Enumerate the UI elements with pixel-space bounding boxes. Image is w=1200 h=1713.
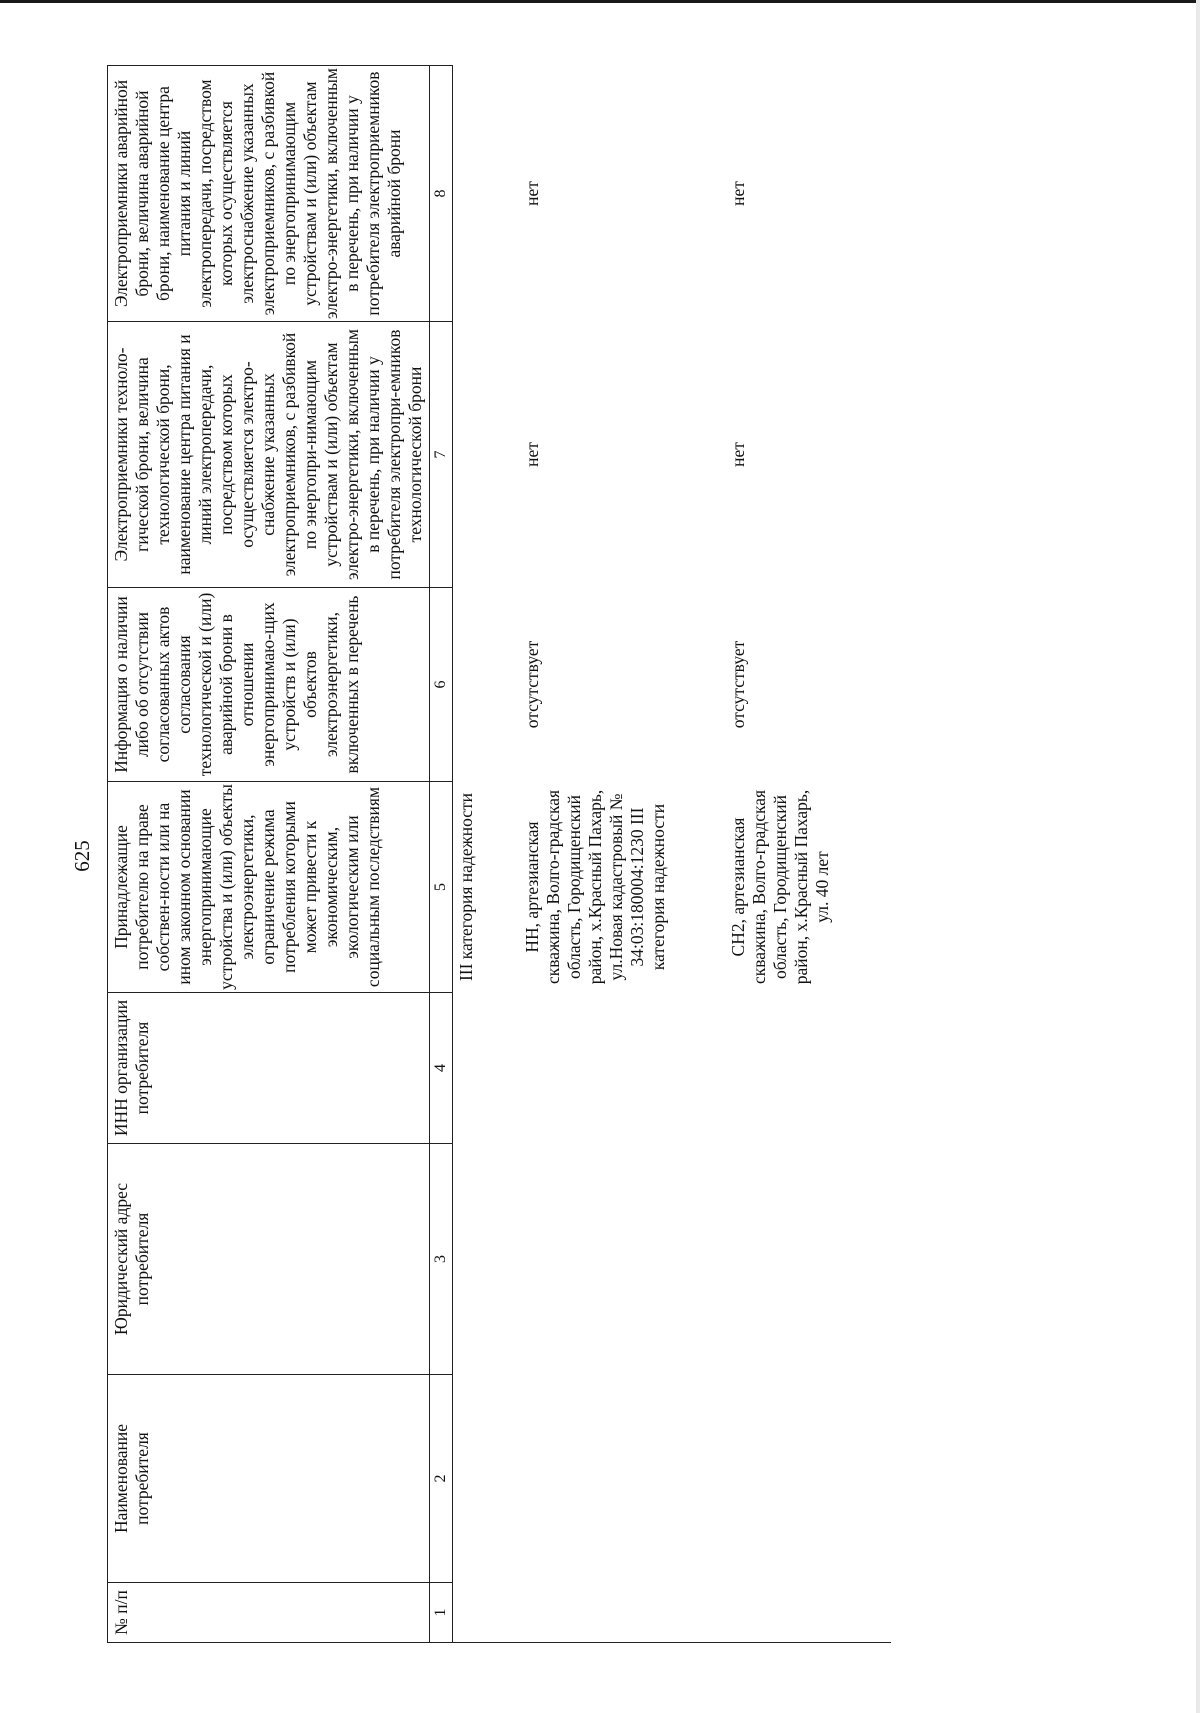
table-cell-emergency-reservation: нет: [522, 181, 542, 206]
header-cell-emergency-reservation: Электроприемники аварийной брони, величина аварийной брони, наименование центра питания и линий электропередачи, посредством которых осуществляется электроснабжение указанных электроприемников, с разбивкой по энергопринимающим устройствам и (или) объектам электро-энергетики, включенным в перечень, при наличии у потребителя электроприемников аварийной брони: [108, 66, 430, 322]
table-cell-emergency-reservation: [453, 66, 520, 322]
header-cell-legal-address: Юридический адрес потребителя: [108, 1144, 430, 1375]
table-cell-devices: СН2, артезианская скважина, Волго-градская область, Городищенский район, х.Красный Пахарь, ул. 40 лет: [728, 789, 832, 985]
table-cell-empty: [519, 1583, 725, 1643]
table-cell-devices: НН, артезианская скважина, Волго-градская область, Городищенский район, х.Красный Пахарь, ул.Новая кадастровый № 34:03:180004:1230 III категория надежности: [522, 789, 668, 985]
column-number: 7: [430, 322, 453, 588]
table-cell-technological-reservation: нет: [522, 442, 542, 467]
table-cell-emergency-reservation: нет: [728, 181, 748, 206]
table-row: [453, 66, 520, 1643]
table-row: [519, 66, 725, 1643]
consumer-table: [107, 66, 832, 1643]
table-cell-reservation-info: [453, 588, 520, 782]
column-number: 5: [430, 782, 453, 993]
table-cell-reservation-info: отсутствует: [728, 640, 748, 729]
page-edge-right: [1196, 0, 1200, 1713]
column-number: 3: [430, 1144, 453, 1375]
table-cell-empty: [453, 1583, 520, 1643]
page-edge-top: [0, 0, 1200, 3]
table-cell-empty: [519, 1375, 725, 1583]
table-cell-empty: [453, 1375, 520, 1583]
column-number-row: [430, 66, 453, 1643]
table-cell-empty: [453, 993, 520, 1144]
table-cell-empty: [725, 993, 891, 1144]
table-cell-empty: [725, 1375, 891, 1583]
table-header-row: [108, 66, 430, 1643]
header-cell-devices: Принадлежащие потребителю на праве собствен-ности или на ином законном основании энергопринимающие устройства и (или) объекты электроэнергетики, ограничение режима потребления которыми может привести к экономическим, экологическим или социальным последствиям: [108, 782, 430, 993]
header-cell-reservation-info: Информация о наличии либо об отсутствии согласованных актов согласования технологической и (или) аварийной брони в отношении энергопринимаю-щих устройств и (или) объектов электроэнергетики, включенных в перечень: [108, 588, 430, 782]
table-cell-empty: [519, 993, 725, 1144]
page-number: 625: [70, 840, 94, 872]
table: [107, 65, 891, 1643]
header-cell-inn: ИНН организации потребителя: [108, 993, 430, 1144]
table-cell-technological-reservation: [453, 322, 520, 588]
header-cell-consumer-name: Наименование потребителя: [108, 1375, 430, 1583]
table-cell-devices: III категория надежности: [456, 792, 476, 982]
table-cell-empty: [519, 1144, 725, 1375]
column-number: 6: [430, 588, 453, 782]
table-cell-empty: [453, 1144, 520, 1375]
column-number: 2: [430, 1375, 453, 1583]
table-cell-empty: [725, 1144, 891, 1375]
table-cell-empty: [725, 1583, 891, 1643]
header-cell-technological-reservation: Электроприемники техноло-гической брони, величина технологической брони, наименование центра питания и линий электропередачи, посредством которых осуществляется электро-снабжение указанных электроприемников, с разбивкой по энергопри-нимающим устройствам и (или) объектам электро-энергетики, включенным в перечень, при наличии у потребителя электропри-емников технологической брони: [108, 322, 430, 588]
table-cell-technological-reservation: нет: [728, 442, 748, 467]
table-row: [725, 66, 891, 1643]
header-cell-number: № п/п: [108, 1583, 430, 1643]
table-cell-reservation-info: отсутствует: [522, 640, 542, 729]
column-number: 1: [430, 1583, 453, 1643]
column-number: 4: [430, 993, 453, 1144]
column-number: 8: [430, 66, 453, 322]
